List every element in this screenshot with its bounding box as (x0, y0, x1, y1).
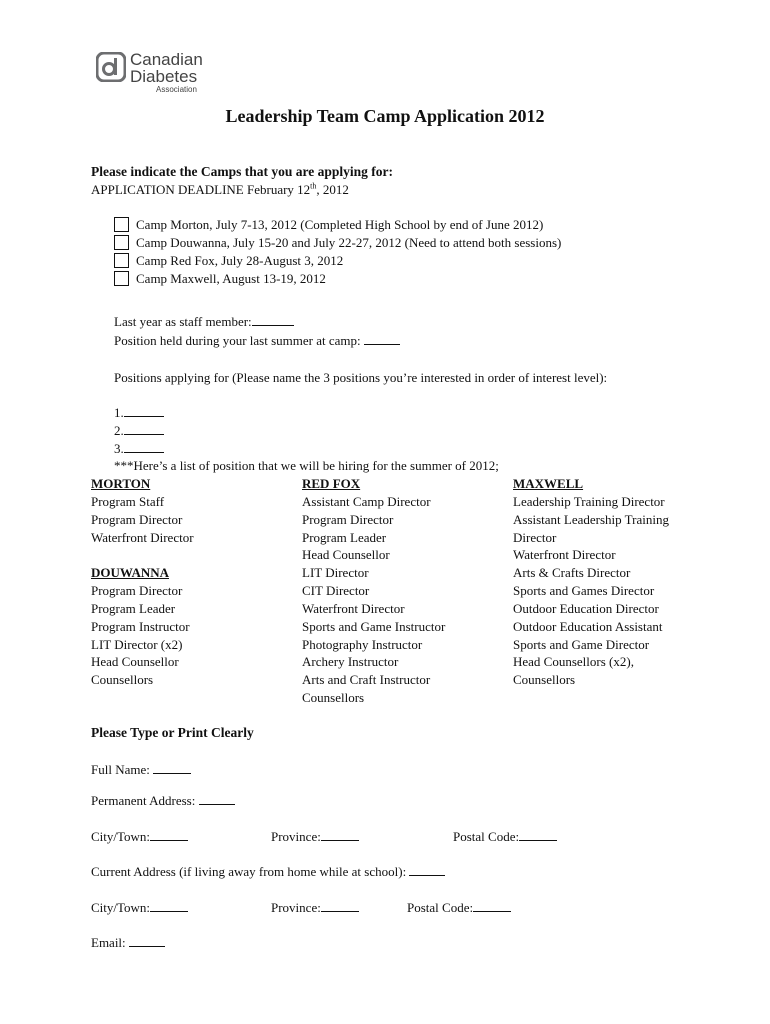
list-item: Program Director (91, 583, 183, 598)
list-item: Waterfront Director (513, 547, 616, 562)
choice-3: 3. (114, 441, 164, 457)
list-item: Sports and Game Director (513, 637, 650, 652)
list-item: Head Counsellors (x2), (513, 654, 634, 669)
postal-code-blank-2[interactable] (473, 900, 511, 912)
application-deadline: APPLICATION DEADLINE February 12th, 2012 (91, 181, 349, 197)
list-item: LIT Director (302, 565, 369, 580)
postal-code-blank-1[interactable] (519, 829, 557, 841)
choice-3-blank[interactable] (124, 441, 164, 453)
list-item: Head Counsellor (302, 547, 390, 562)
permanent-address-field: Permanent Address: (91, 793, 235, 809)
logo-line2: Diabetes (130, 67, 198, 86)
list-item: Program Director (302, 512, 394, 527)
list-item: Sports and Games Director (513, 583, 655, 598)
list-item: Outdoor Education Assistant (513, 619, 663, 634)
current-address-field: Current Address (if living away from home while at school): (91, 864, 445, 880)
list-item: Program Leader (302, 530, 387, 545)
list-item: Sports and Game Instructor (302, 619, 446, 634)
list-item: Leadership Training Director (513, 494, 665, 509)
logo-line3: Association (156, 85, 197, 94)
list-item: Arts & Crafts Director (513, 565, 631, 580)
douwanna-heading: DOUWANNA (91, 565, 169, 580)
full-name-blank[interactable] (153, 762, 191, 774)
camp-morton-label: Camp Morton, July 7-13, 2012 (Completed High School by end of June 2012) (136, 217, 544, 232)
camp-douwanna-checkbox[interactable] (114, 235, 129, 250)
email-field: Email: (91, 935, 165, 951)
camp-maxwell-checkbox[interactable] (114, 271, 129, 286)
list-item: Assistant Leadership Training (513, 512, 669, 527)
page-title: Leadership Team Camp Application 2012 (225, 106, 545, 126)
list-item: Director (513, 530, 557, 545)
city-blank-1[interactable] (150, 829, 188, 841)
city-field-2: City/Town: (91, 900, 188, 916)
camp-maxwell-label: Camp Maxwell, August 13-19, 2012 (136, 271, 326, 286)
list-item: Waterfront Director (91, 530, 194, 545)
list-item: Waterfront Director (302, 601, 405, 616)
choice-1-blank[interactable] (124, 405, 164, 417)
positions-prompt: Positions applying for (Please name the 3 positions you’re interested in order of interest level): (114, 370, 608, 385)
morton-heading: MORTON (91, 476, 151, 491)
permanent-address-blank[interactable] (199, 793, 235, 805)
province-blank-1[interactable] (321, 829, 359, 841)
current-address-blank[interactable] (409, 864, 445, 876)
last-year-staff-field: Last year as staff member: (114, 314, 294, 330)
camp-morton-checkbox[interactable] (114, 217, 129, 232)
cda-logo-icon (96, 52, 126, 82)
list-item: Program Director (91, 512, 183, 527)
list-item: Assistant Camp Director (302, 494, 431, 509)
list-item: Counsellors (513, 672, 576, 687)
list-item: Arts and Craft Instructor (302, 672, 431, 687)
province-blank-2[interactable] (321, 900, 359, 912)
list-item: LIT Director (x2) (91, 637, 183, 652)
list-item: Head Counsellor (91, 654, 179, 669)
postal-code-field-1: Postal Code: (453, 829, 557, 845)
choice-2: 2. (114, 423, 164, 439)
list-item: Program Staff (91, 494, 165, 509)
camp-redfox-checkbox[interactable] (114, 253, 129, 268)
full-name-field: Full Name: (91, 762, 191, 778)
choice-1: 1. (114, 405, 164, 421)
redfox-heading: RED FOX (302, 476, 361, 491)
list-item: Program Leader (91, 601, 176, 616)
logo-line1: Canadian (130, 50, 203, 69)
hiring-note: ***Here’s a list of position that we will be hiring for the summer of 2012; (114, 458, 499, 473)
list-item: CIT Director (302, 583, 370, 598)
last-year-staff-blank[interactable] (252, 314, 294, 326)
logo (96, 40, 246, 96)
list-item: Counsellors (302, 690, 365, 705)
postal-code-field-2: Postal Code: (407, 900, 511, 916)
province-field-2: Province: (271, 900, 359, 916)
maxwell-heading: MAXWELL (513, 476, 584, 491)
list-item: Program Instructor (91, 619, 190, 634)
list-item: Counsellors (91, 672, 154, 687)
camps-heading: Please indicate the Camps that you are applying for: (91, 164, 393, 179)
list-item: Photography Instructor (302, 637, 423, 652)
city-field-1: City/Town: (91, 829, 188, 845)
email-blank[interactable] (129, 935, 165, 947)
position-held-blank[interactable] (364, 333, 400, 345)
position-held-field: Position held during your last summer at camp: (114, 333, 400, 349)
choice-2-blank[interactable] (124, 423, 164, 435)
province-field-1: Province: (271, 829, 359, 845)
list-item: Archery Instructor (302, 654, 399, 669)
city-blank-2[interactable] (150, 900, 188, 912)
form-heading: Please Type or Print Clearly (91, 725, 254, 740)
camp-douwanna-label: Camp Douwanna, July 15-20 and July 22-27, 2012 (Need to attend both sessions) (136, 235, 562, 250)
camp-redfox-label: Camp Red Fox, July 28-August 3, 2012 (136, 253, 344, 268)
list-item: Outdoor Education Director (513, 601, 659, 616)
